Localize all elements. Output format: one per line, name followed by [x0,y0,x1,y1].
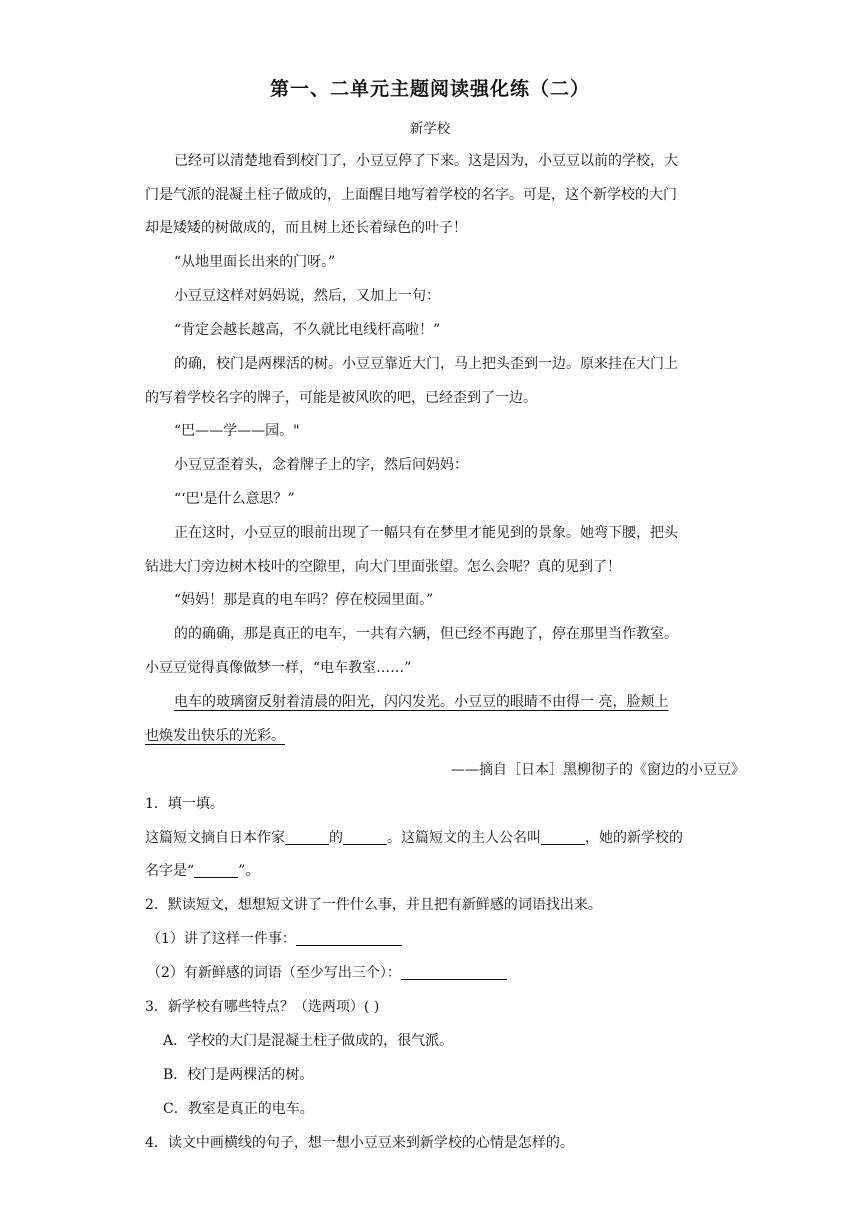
question-1-line [145,828,717,848]
passage-line: 却是矮矮的树做成的，而且树上还长着绿色的叶子！ [145,220,467,236]
underlined-sentence-line: 电车的玻璃窗反射着清晨的阳光，闪闪发光。小豆豆的眼睛不由得一 亮，脸颊上 [174,694,669,710]
passage-line: 的写着学校名字的牌子，可能是被风吹的吧，已经歪到了一边。 [145,390,537,406]
author-blank[interactable] [285,830,329,845]
passage-line: “巴——学——园。" [174,423,300,439]
book-blank[interactable] [343,830,387,845]
passage-line: “从地里面长出来的门呀。” [174,254,336,270]
school-name-blank[interactable] [194,863,238,878]
passage-line: 正在这时，小豆豆的眼前出现了一幅只有在梦里才能见到的景象。她弯下腰，把头 [174,525,678,541]
words-answer-blank[interactable] [401,965,507,980]
question-1-line [145,861,717,881]
event-answer-blank[interactable] [296,931,402,946]
q2-sub2-text: （2）有新鲜感的词语（至少写出三个）： [147,965,401,981]
passage-line: 的的确确，那是真正的电车，一共有六辆，但已经不再跑了，停在那里当作教室。 [174,626,678,642]
q1-text: 这篇短文摘自日本作家 [145,830,285,846]
underlined-sentence-line: 也焕发出快乐的光彩。 [145,728,285,744]
passage-line: “肯定会越长越高，不久就比电线杆高啦！” [174,322,441,338]
question-3-option-a[interactable]: A．学校的大门是混凝土柱子做成的，很气派。 [163,1033,454,1049]
q1-text: 名字是“ [145,863,195,879]
q2-sub1-text: （1）讲了这样一件事： [147,931,296,947]
question-3-option-c[interactable]: C．教室是真正的电车。 [163,1101,314,1117]
q1-text: ，她的新学校的 [585,830,683,846]
passage-attribution: ——摘自［日本］黑柳彻子的《窗边的小豆豆》 [451,762,745,778]
question-3-label: 3．新学校有哪些特点？（选两项）( ) [145,999,380,1015]
protagonist-blank[interactable] [541,830,585,845]
page-title: 第一、二单元主题阅读强化练（二） [269,78,590,100]
question-2-sub-1 [147,929,719,949]
passage-line: 小豆豆觉得真像做梦一样，“电车教室……” [145,660,412,676]
question-1-label: 1．填一填。 [145,796,224,812]
passage-line: 小豆豆这样对妈妈说，然后，又加上一句： [174,288,440,304]
q1-text: 的 [329,830,343,846]
q1-text: ”。 [238,863,260,879]
question-2-label: 2．默读短文，想想短文讲了一件什么事，并且把有新鲜感的词语找出来。 [145,897,602,913]
q1-text: 。这篇短文的主人公名叫 [387,830,541,846]
passage-title: 新学校 [409,121,451,137]
passage-line: 已经可以清楚地看到校门了，小豆豆停了下来。这是因为，小豆豆以前的学校，大 [174,153,678,169]
passage-line: “妈妈！那是真的电车吗？停在校园里面。” [174,592,434,608]
question-4-label: 4．读文中画横线的句子，想一想小豆豆来到新学校的心情是怎样的。 [145,1135,574,1151]
question-2-sub-2 [147,963,719,983]
question-3-option-b[interactable]: B．校门是两棵活的树。 [163,1067,314,1083]
passage-line: 钻进大门旁边树木枝叶的空隙里，向大门里面张望。怎么会呢？真的见到了！ [145,559,621,575]
passage-line: 小豆豆歪着头，念着牌子上的字，然后问妈妈： [174,457,468,473]
passage-line: 的确，校门是两棵活的树。小豆豆靠近大门，马上把头歪到一边。原来挂在大门上 [174,356,678,372]
passage-line: “‘巴'是什么意思？” [174,491,295,507]
passage-line: 门是气派的混凝土柱子做成的，上面醒目地写着学校的名字。可是，这个新学校的大门 [145,187,677,203]
